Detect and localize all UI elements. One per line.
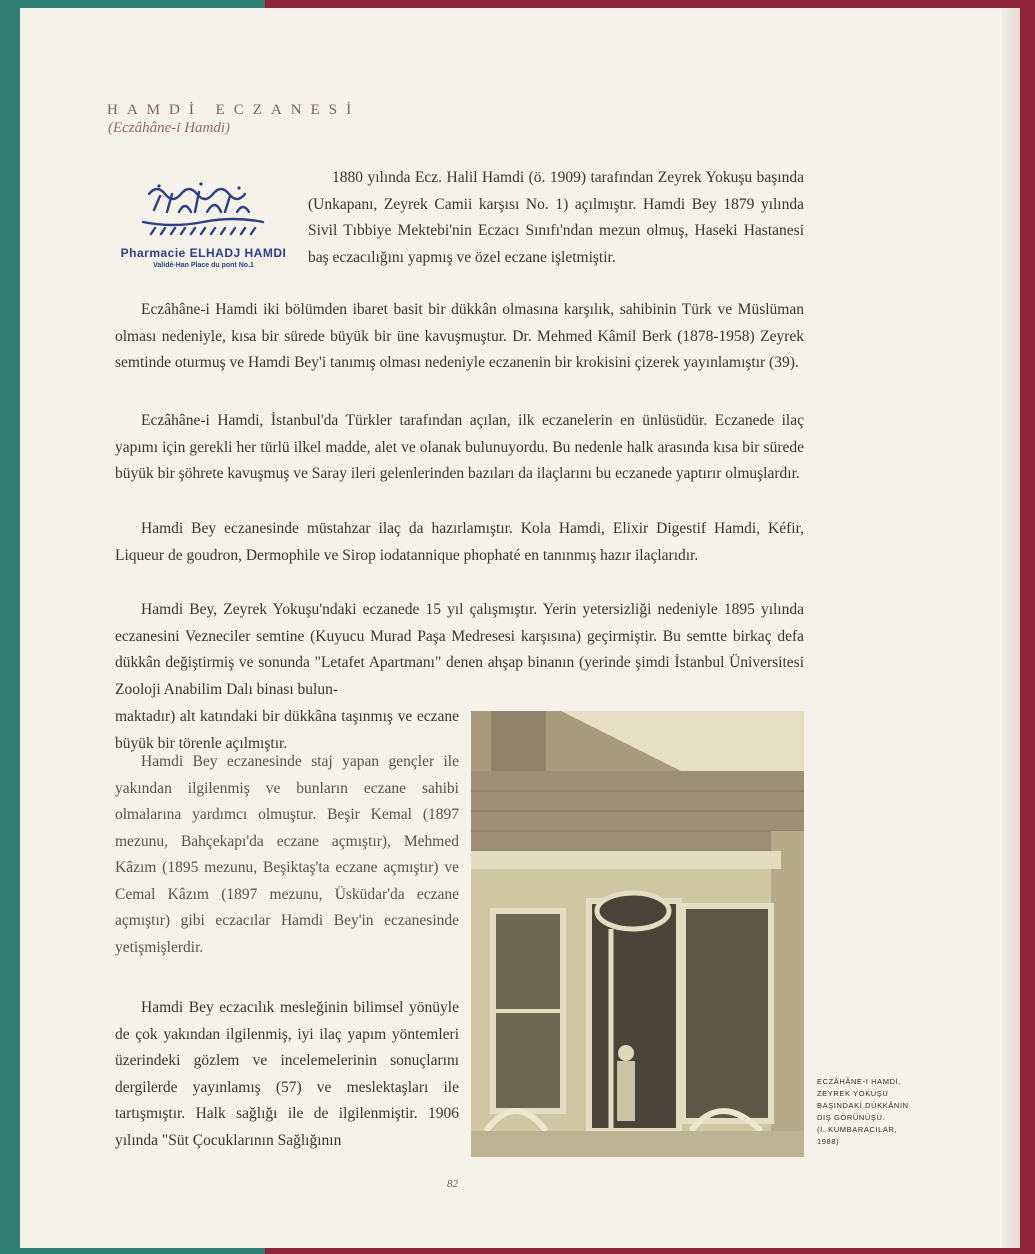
- pharmacy-storefront-photo: [471, 711, 804, 1157]
- caption-line: DIŞ GÖRÜNÜŞÜ.: [817, 1113, 886, 1122]
- article-subtitle: (Eczâhâne-i Hamdi): [108, 120, 231, 136]
- caption-line: ZEYREK YOKUŞU: [817, 1089, 889, 1098]
- paragraph-1: 1880 yılında Ecz. Halil Hamdi (ö. 1909) tarafından Zeyrek Yokuşu başında (Unkapanı, Zeyrek Camii karşısı No. 1) açılmıştır. Hamdi Bey 1879 yılında Sivil Tıbbiye Mektebi'nin Eczacı Sınıfı'ndan mezun olmuş, Haseki Hastanesi baş eczacılığını yapmış ve özel eczane işletmiştir.: [308, 169, 804, 266]
- article-title: HAMDİ ECZANESİ: [107, 102, 361, 119]
- caption-line: (İ. KUMBARACILAR,: [817, 1125, 898, 1134]
- pharmacy-stamp: [116, 176, 291, 288]
- caption-line: 1988): [817, 1137, 840, 1146]
- paragraph-2: Eczâhâne-i Hamdi iki bölümden ibaret basit bir dükkân olmasına karşılık, sahibinin Türk ve Müslüman olması nedeniyle, kısa bir sürede büyük bir üne kavuşmuştur. Dr. Mehmed Kâmil Berk (1878-1958) Zeyrek semtinde oturmuş ve Hamdi Bey'i tanımış olması nedeniyle eczanenin bir krokisini çizerek yayınlamıştır (39).: [115, 301, 804, 371]
- caption-line: BAŞINDAKİ DÜKKÂNIN: [817, 1101, 909, 1110]
- paragraph-3: Eczâhâne-i Hamdi, İstanbul'da Türkler tarafından açılan, ilk eczanelerin en ünlüsüdür. Eczanede ilaç yapımı için gerekli her türlü ilkel madde, alet ve olanak bulunuyordu. Bu nedenle halk arasında kısa bir sürede büyük bir şöhrete kavuşmuş ve Saray ileri gelenlerinden bazıları da ilaçlarını bu eczanede yaptırır olmuşlardır.: [115, 412, 804, 482]
- stamp-address: Validé-Han Place du pont No.1: [153, 262, 254, 269]
- page-edge: [1002, 8, 1020, 1248]
- paragraph-7: Hamdi Bey eczacılık mesleğinin bilimsel yönüyle de çok yakından ilgilenmiş, iyi ilaç yapım yöntemleri üzerindeki gözlem ve incelemelerinin sonuçlarını dergilerde yayınlamış (57) ve meslektaşları ile tartışmıştır. Halk sağlığı ile de ilgilenmiştir. 1906 yılında "Süt Çocuklarının Sağlığının: [115, 999, 459, 1149]
- paragraph-4: Hamdi Bey eczanesinde müstahzar ilaç da hazırlamıştır. Kola Hamdi, Elixir Digestif Hamdi, Kéfir, Liqueur de goudron, Dermophile ve Sirop iodatannique phophaté en tanınmış hazır ilaçlarıdır.: [115, 520, 804, 564]
- book-page: [20, 8, 1020, 1248]
- stamp-pharmacy-name: Pharmacie ELHADJ HAMDI: [120, 246, 287, 260]
- caption-line: ECZÂHÂNE-I HAMDİ,: [817, 1077, 901, 1086]
- arabic-calligraphy-seal: [129, 176, 279, 246]
- paragraph-5-continued: maktadır) alt katındaki bir dükkâna taşınmış ve eczane büyük bir törenle açılmıştır.: [115, 708, 459, 752]
- paragraph-5: Hamdi Bey, Zeyrek Yokuşu'ndaki eczanede 15 yıl çalışmıştır. Yerin yetersizliği nedeniyle 1895 yılında eczanesini Vezneciler semtine (Kuyucu Murad Paşa Medresesi karşısına) geçirmiştir. Bu semtte birkaç defa dükkân değiştirmiş ve sonunda "Letafet Apartmanı" denen ahşap binanın (yerinde şimdi İstanbul Üniversitesi Zooloji Anabilim Dalı binası bulun-: [115, 601, 804, 698]
- paragraph-6: Hamdi Bey eczanesinde staj yapan gençler ile yakından ilgilenmiş ve bunların eczane sahibi olmalarına yardımcı olmuştur. Beşir Kemal (1897 mezunu, Bahçekapı'da eczane açmıştır), Mehmed Kâzım (1895 mezunu, Beşiktaş'ta eczane açmıştır) ve Cemal Kâzım (1897 mezunu, Üsküdar'da eczane açmıştır) gibi eczacılar Hamdi Bey'in eczanesinde yetişmişlerdir.: [115, 753, 459, 956]
- photo-caption: [817, 1076, 947, 1148]
- page-number: 82: [447, 1178, 458, 1190]
